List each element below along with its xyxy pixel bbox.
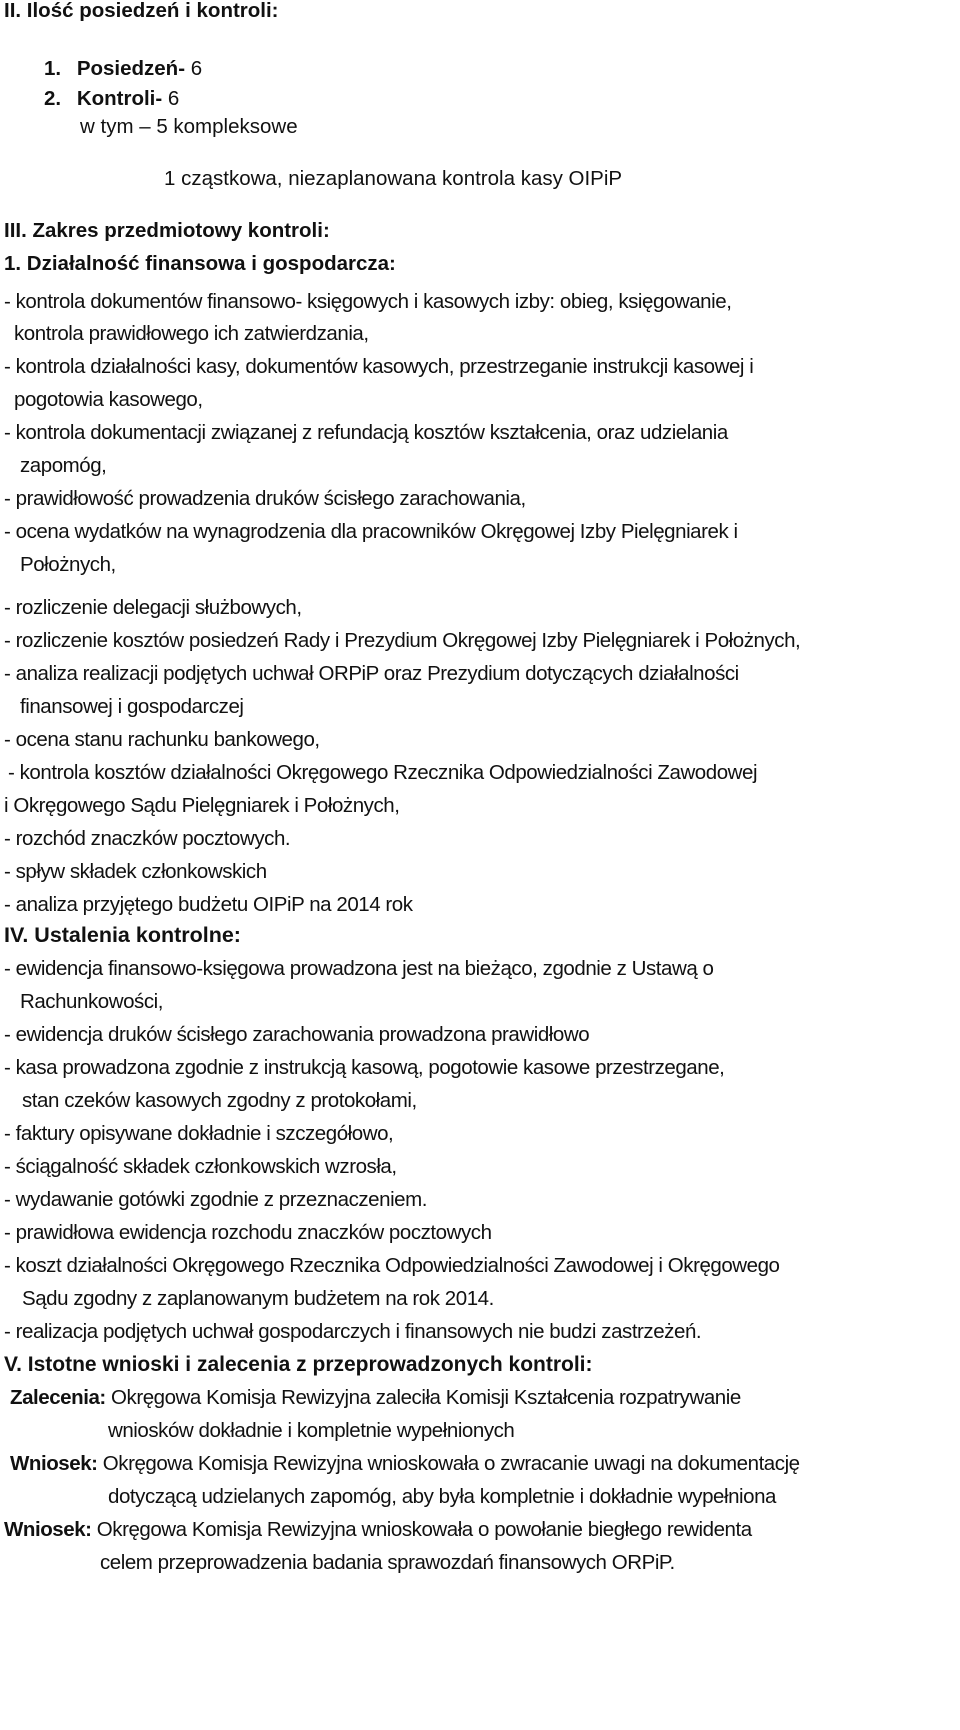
finding-line: - kasa prowadzona zgodnie z instrukcją kasową, pogotowie kasowe przestrzegane, bbox=[4, 1056, 725, 1079]
scope-line: i Okręgowego Sądu Pielęgniarek i Położnych, bbox=[4, 794, 400, 817]
scope-line: - analiza przyjętego budżetu OIPiP na 2014 rok bbox=[4, 893, 413, 916]
item-1-number: 1. bbox=[44, 57, 62, 80]
scope-line: - kontrola dokumentacji związanej z refundacją kosztów kształcenia, oraz udzielania bbox=[4, 421, 728, 444]
item-2 bbox=[44, 86, 179, 112]
finding-line: - ewidencja druków ścisłego zarachowania prowadzona prawidłowo bbox=[4, 1023, 590, 1046]
scope-line: - kontrola działalności kasy, dokumentów kasowych, przestrzeganie instrukcji kasowej i bbox=[4, 355, 754, 378]
recommendation-label: Zalecenia: bbox=[10, 1386, 106, 1409]
finding-line: - ewidencja finansowo-księgowa prowadzona jest na bieżąco, zgodnie z Ustawą o bbox=[4, 957, 714, 980]
scope-line: pogotowia kasowego, bbox=[14, 388, 203, 411]
finding-line: - wydawanie gotówki zgodnie z przeznaczeniem. bbox=[4, 1188, 428, 1211]
scope-line: - spływ składek członkowskich bbox=[4, 860, 267, 883]
finding-line: Rachunkowości, bbox=[20, 990, 163, 1013]
section-3-subheading: 1. Działalność finansowa i gospodarcza: bbox=[4, 252, 396, 275]
finding-line: - koszt działalności Okręgowego Rzecznika Odpowiedzialności Zawodowej i Okręgowego bbox=[4, 1254, 780, 1277]
item-2-label: Kontroli- bbox=[76, 87, 163, 110]
scope-line: - rozchód znaczków pocztowych. bbox=[4, 827, 291, 850]
item-1-value: 6 bbox=[185, 57, 203, 80]
section-2-heading: II. Ilość posiedzeń i kontroli: bbox=[4, 0, 279, 22]
motion-entry bbox=[10, 1451, 800, 1477]
scope-line: - analiza realizacji podjętych uchwał ORPiP oraz Prezydium dotyczących działalności bbox=[4, 662, 739, 685]
item-2-number: 2. bbox=[44, 87, 62, 110]
scope-line: - ocena stanu rachunku bankowego, bbox=[4, 728, 320, 751]
section-5-heading: V. Istotne wnioski i zalecenia z przeprowadzonych kontroli: bbox=[4, 1353, 593, 1376]
recommendation-text: Okręgowa Komisja Rewizyjna zaleciła Komisji Kształcenia rozpatrywanie bbox=[105, 1386, 741, 1409]
scope-line: - ocena wydatków na wynagrodzenia dla pracowników Okręgowej Izby Pielęgniarek i bbox=[4, 520, 738, 543]
finding-line: Sądu zgodny z zaplanowanym budżetem na rok 2014. bbox=[22, 1287, 494, 1310]
motion-text: Okręgowa Komisja Rewizyjna wnioskowała o powołanie biegłego rewidenta bbox=[91, 1518, 752, 1541]
finding-line: stan czeków kasowych zgodny z protokołami, bbox=[22, 1089, 417, 1112]
recommendation-continuation: wniosków dokładnie i kompletnie wypełnionych bbox=[108, 1419, 515, 1442]
item-2-value: 6 bbox=[162, 87, 180, 110]
scope-line: finansowej i gospodarczej bbox=[20, 695, 244, 718]
scope-line: - kontrola dokumentów finansowo- księgowych i kasowych izby: obieg, księgowanie, bbox=[4, 290, 732, 313]
section-3-heading: III. Zakres przedmiotowy kontroli: bbox=[4, 219, 330, 242]
finding-line: - ściągalność składek członkowskich wzrosła, bbox=[4, 1155, 397, 1178]
scope-line: - kontrola kosztów działalności Okręgowego Rzecznika Odpowiedzialności Zawodowej bbox=[8, 761, 758, 784]
scope-line: zapomóg, bbox=[20, 454, 107, 477]
motion-label: Wniosek: bbox=[4, 1518, 92, 1541]
section-4-heading: IV. Ustalenia kontrolne: bbox=[4, 923, 241, 947]
scope-line: - rozliczenie kosztów posiedzeń Rady i Prezydium Okręgowej Izby Pielęgniarek i Położnych, bbox=[4, 629, 801, 652]
scope-line: - prawidłowość prowadzenia druków ścisłego zarachowania, bbox=[4, 487, 526, 510]
scope-line: kontrola prawidłowego ich zatwierdzania, bbox=[14, 322, 369, 345]
scope-line: - rozliczenie delegacji służbowych, bbox=[4, 596, 302, 619]
item-2-sub-2: 1 cząstkowa, niezaplanowana kontrola kasy OIPiP bbox=[164, 167, 623, 190]
motion-continuation: dotyczącą udzielanych zapomóg, aby była kompletnie i dokładnie wypełniona bbox=[108, 1485, 776, 1508]
motion-entry bbox=[4, 1517, 752, 1543]
item-1 bbox=[44, 56, 202, 82]
recommendation-entry bbox=[10, 1385, 741, 1411]
finding-line: - faktury opisywane dokładnie i szczegółowo, bbox=[4, 1122, 394, 1145]
finding-line: - realizacja podjętych uchwał gospodarczych i finansowych nie budzi zastrzeżeń. bbox=[4, 1320, 702, 1343]
item-2-sub-1: w tym – 5 kompleksowe bbox=[80, 115, 298, 138]
motion-continuation: celem przeprowadzenia badania sprawozdań finansowych ORPiP. bbox=[100, 1551, 675, 1574]
motion-text: Okręgowa Komisja Rewizyjna wnioskowała o zwracanie uwagi na dokumentację bbox=[97, 1452, 800, 1475]
scope-line: Położnych, bbox=[20, 553, 116, 576]
motion-label: Wniosek: bbox=[10, 1452, 98, 1475]
finding-line: - prawidłowa ewidencja rozchodu znaczków pocztowych bbox=[4, 1221, 492, 1244]
item-1-label: Posiedzeń- bbox=[76, 57, 186, 80]
